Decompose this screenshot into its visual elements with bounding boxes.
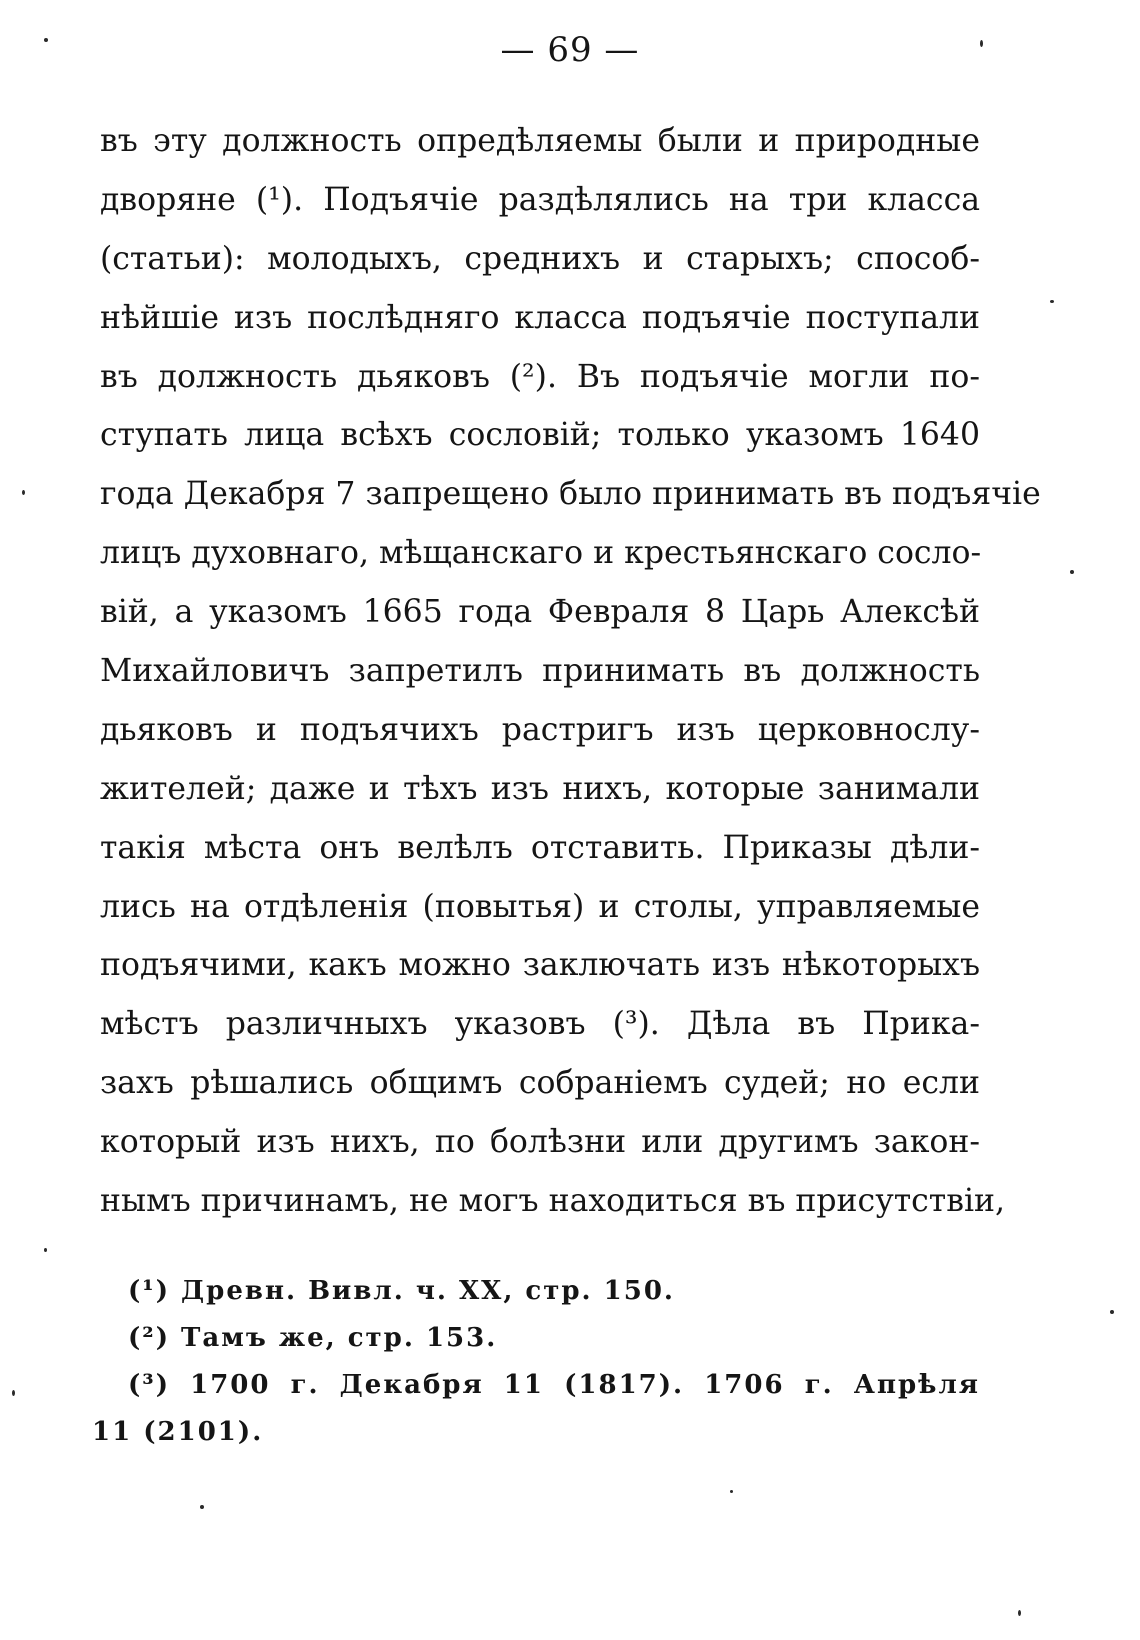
text-line: вій, а указомъ 1665 года Февраля 8 Царь Алексѣй xyxy=(100,594,980,631)
scan-speck xyxy=(980,40,983,47)
text-line: жителей; даже и тѣхъ изъ нихъ, которые занимали xyxy=(100,770,980,807)
text-line: дьяковъ и подъячихъ растригъ изъ церковнослу- xyxy=(100,711,980,748)
scan-speck xyxy=(730,1490,733,1493)
scan-speck xyxy=(1050,300,1054,303)
text-line: лицъ духовнаго, мѣщанскаго и крестьянскаго сосло- xyxy=(100,535,982,572)
main-text xyxy=(100,112,1041,1231)
scan-speck xyxy=(12,1390,15,1396)
text-line: захъ рѣшались общимъ собраніемъ судей; но если xyxy=(100,1065,980,1102)
text-line: Михайловичъ запретилъ принимать въ должность xyxy=(100,653,980,690)
scan-speck xyxy=(1070,570,1074,574)
text-line: мѣстъ различныхъ указовъ (³). Дѣла въ Прика- xyxy=(100,1006,980,1043)
text-line: который изъ нихъ, по болѣзни или другимъ закон- xyxy=(100,1124,980,1161)
text-line: (статьи): молодыхъ, среднихъ и старыхъ; способ- xyxy=(100,240,980,277)
scan-speck xyxy=(1110,1310,1114,1314)
scan-speck xyxy=(200,1505,204,1509)
text-line: дворяне (¹). Подъячіе раздѣлялись на три класса xyxy=(100,181,980,218)
text-line: такія мѣста онъ велѣлъ отставить. Приказы дѣли- xyxy=(100,829,980,866)
text-line: подъячими, какъ можно заключать изъ нѣкоторыхъ xyxy=(100,947,980,984)
footnotes xyxy=(92,1268,980,1456)
scan-speck xyxy=(44,38,48,42)
text-line: нѣйшіе изъ послѣдняго класса подъячіе поступали xyxy=(100,299,980,336)
text-line: въ должность дьяковъ (²). Въ подъячіе могли по- xyxy=(100,358,980,395)
footnote-1: (¹) Древн. Вивл. ч. XX, стр. 150. xyxy=(128,1276,675,1306)
text-line: ступать лица всѣхъ сословій; только указомъ 1640 xyxy=(100,417,980,454)
text-line: года Декабря 7 запрещено было принимать въ подъячіе xyxy=(100,476,1041,513)
text-line: лись на отдѣленія (повытья) и столы, управляемые xyxy=(100,888,980,925)
footnote-2: (²) Тамъ же, стр. 153. xyxy=(128,1323,498,1353)
scan-speck xyxy=(1018,1610,1021,1616)
text-line: нымъ причинамъ, не могъ находиться въ присутствіи, xyxy=(100,1183,1006,1220)
footnote-3: (³) 1700 г. Декабря 11 (1817). 1706 г. Апрѣля xyxy=(128,1370,980,1400)
footnote-3-continuation: 11 (2101). xyxy=(92,1417,264,1447)
scan-speck xyxy=(22,490,25,495)
page-number: — 69 — xyxy=(500,30,640,70)
scan-speck xyxy=(44,1248,47,1252)
text-line: въ эту должность опредѣляемы были и природные xyxy=(100,123,980,159)
